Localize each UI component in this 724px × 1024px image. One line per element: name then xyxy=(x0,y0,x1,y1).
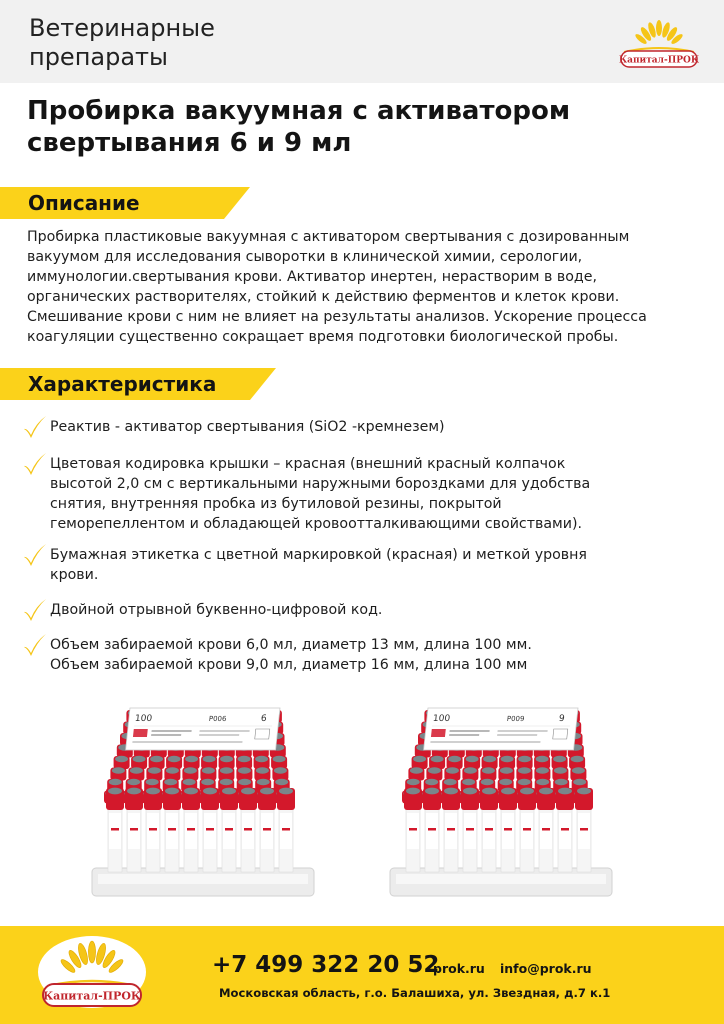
tube-cap-top xyxy=(238,779,251,785)
tube-label-mark xyxy=(580,828,588,831)
tube-cap-top xyxy=(500,767,513,773)
characteristic-line: Объем забираемой крови 6,0 мл, диаметр 13 мм, длина 100 мм. xyxy=(50,637,532,653)
tube-label xyxy=(483,813,495,849)
category-line-2: препараты xyxy=(29,43,168,71)
tube-cap-top xyxy=(501,756,514,762)
tube-cap-top xyxy=(481,779,494,785)
tube-cap-top xyxy=(431,756,444,762)
tube-cap-top xyxy=(150,756,163,762)
tube-cap-top xyxy=(448,756,461,762)
tube-label xyxy=(445,813,457,849)
logo-top-text: Капитал-ПРОК xyxy=(618,55,700,66)
tube-label xyxy=(109,813,121,849)
tube-label-mark xyxy=(244,828,252,831)
characteristic-line: Объем забираемой крови 9,0 мл, диаметр 16 мм, длина 100 мм xyxy=(50,657,528,673)
tube-label xyxy=(147,813,159,849)
package-code: P009 xyxy=(506,714,525,723)
characteristic-line: Реактив - активатор свертывания (SiO2 -кремнезем) xyxy=(50,419,445,435)
tube-cap-top xyxy=(446,767,459,773)
company-logo-bottom xyxy=(36,936,148,1016)
tube-label xyxy=(242,813,254,849)
tube-label xyxy=(261,813,273,849)
checkmark-icon xyxy=(22,542,48,568)
desc-line: органических растворителях, стойкий к действию ферментов и клеток крови. xyxy=(27,289,620,305)
product-photo-6ml xyxy=(78,688,328,902)
tube-label-mark xyxy=(168,828,176,831)
tube-cap-top xyxy=(220,756,233,762)
tube-cap-top xyxy=(279,788,293,795)
page-title xyxy=(27,95,707,159)
tube-label-mark xyxy=(542,828,550,831)
tube-cap-top xyxy=(203,756,216,762)
tube-cap-top xyxy=(166,767,179,773)
tube-label-mark xyxy=(282,828,290,831)
tube-cap-top xyxy=(257,779,270,785)
logo-bottom-text: Капитал-ПРОК xyxy=(43,989,141,1003)
tube-cap-top xyxy=(112,767,125,773)
tube-label xyxy=(464,813,476,849)
characteristic-line: снятия, внутренняя пробка из бутиловой резины, покрытой xyxy=(50,496,502,512)
characteristic-line: геморепеллентом и обладающей кровоотталкивающими свойствами). xyxy=(50,516,583,532)
desc-line: иммунологии.свертывания крови. Активатор инертен, нерастворим в воде, xyxy=(27,269,597,285)
desc-line: коагуляции существенно сокращает время подготовки биологической пробы. xyxy=(27,329,619,345)
tube-cap-top xyxy=(536,779,549,785)
tube-cap-top xyxy=(462,779,475,785)
tube-cap-top xyxy=(483,756,496,762)
description-heading: Описание xyxy=(28,191,140,215)
tube-cap-top xyxy=(539,788,553,795)
tube-cap-top xyxy=(127,788,141,795)
tube-cap-top xyxy=(108,788,122,795)
tube-label xyxy=(166,813,178,849)
tube-cap-top xyxy=(573,779,586,785)
tube-label-mark xyxy=(206,828,214,831)
tube-label xyxy=(521,813,533,849)
characteristic-line: Двойной отрывной буквенно-цифровой код. xyxy=(50,602,383,618)
desc-line: Пробирка пластиковые вакуумная с активатором свертывания с дозированным xyxy=(27,229,630,245)
tube-cap-top xyxy=(133,756,146,762)
tube-label xyxy=(280,813,292,849)
tube-label-mark xyxy=(447,828,455,831)
tube-label-mark xyxy=(561,828,569,831)
tube-label-mark xyxy=(466,828,474,831)
tube-cap-top xyxy=(555,779,568,785)
tube-label xyxy=(128,813,140,849)
tube-label-mark xyxy=(523,828,531,831)
tube-cap-top xyxy=(148,767,161,773)
tube-label-mark xyxy=(225,828,233,831)
tube-cap-top xyxy=(558,788,572,795)
desc-line: вакуумом для исследования сыворотки в клинической химии, серологии, xyxy=(27,249,583,265)
tube-label-mark xyxy=(263,828,271,831)
tube-label-mark xyxy=(504,828,512,831)
tube-cap-top xyxy=(501,788,515,795)
tube-cap-top xyxy=(518,756,531,762)
footer-phone[interactable]: +7 499 322 20 52 xyxy=(212,952,440,978)
tube-cap-top xyxy=(146,788,160,795)
tube-label-mark xyxy=(409,828,417,831)
tube-cap-top xyxy=(109,779,122,785)
company-logo-top xyxy=(616,18,702,74)
package-volume: 9 xyxy=(558,714,566,724)
tube-cap-top xyxy=(220,767,233,773)
tube-cap-top xyxy=(184,788,198,795)
title-line-1: Пробирка вакуумная с активатором xyxy=(27,96,571,126)
footer-address: Московская область, г.о. Балашиха, ул. Звездная, д.7 к.1 xyxy=(219,986,611,1000)
characteristics-heading: Характеристика xyxy=(28,372,217,396)
tube-label xyxy=(223,813,235,849)
tube-cap-top xyxy=(553,756,566,762)
tube-cap-top xyxy=(428,767,441,773)
tube-cap-top xyxy=(203,788,217,795)
tube-cap-top xyxy=(202,767,215,773)
package-count: 100 xyxy=(134,714,153,724)
title-line-2: свертывания 6 и 9 мл xyxy=(27,128,352,158)
tube-cap-top xyxy=(571,756,584,762)
tube-cap-top xyxy=(518,779,531,785)
footer-email-link[interactable]: info@prok.ru xyxy=(500,961,592,976)
checkmark-icon xyxy=(22,632,48,658)
tube-cap-top xyxy=(444,788,458,795)
characteristic-line: Цветовая кодировка крышки – красная (внешний красный колпачок xyxy=(50,456,566,472)
tube-cap-top xyxy=(168,756,181,762)
tube-cap-top xyxy=(127,779,140,785)
category-title xyxy=(29,14,215,72)
tube-label-mark xyxy=(485,828,493,831)
tube-cap-top xyxy=(184,767,197,773)
tube-cap-top xyxy=(185,756,198,762)
tube-label xyxy=(502,813,514,849)
tube-cap-top xyxy=(410,767,423,773)
tube-label xyxy=(204,813,216,849)
tube-cap-top xyxy=(241,788,255,795)
package-volume: 6 xyxy=(260,714,268,724)
checkmark-icon xyxy=(22,451,48,477)
characteristic-line: высотой 2,0 см с вертикальными наружными бороздками для удобства xyxy=(50,476,591,492)
tube-cap-top xyxy=(464,767,477,773)
tube-cap-top xyxy=(518,767,531,773)
tube-cap-top xyxy=(201,779,214,785)
package-count: 100 xyxy=(432,714,451,724)
tube-cap-top xyxy=(444,779,457,785)
tube-cap-top xyxy=(425,779,438,785)
tube-cap-top xyxy=(238,756,251,762)
tube-cap-top xyxy=(482,767,495,773)
tube-cap-top xyxy=(256,767,269,773)
tube-cap-top xyxy=(463,788,477,795)
tube-cap-top xyxy=(407,779,420,785)
tube-cap-top xyxy=(425,788,439,795)
tube-label-mark xyxy=(187,828,195,831)
tube-cap-top xyxy=(238,767,251,773)
tube-cap-top xyxy=(520,788,534,795)
tube-cap-top xyxy=(274,767,287,773)
tube-cap-top xyxy=(222,788,236,795)
tube-cap-top xyxy=(572,767,585,773)
tube-label xyxy=(540,813,552,849)
tube-cap-top xyxy=(275,779,288,785)
tube-cap-top xyxy=(220,779,233,785)
category-line-1: Ветеринарные xyxy=(29,14,215,42)
tube-cap-top xyxy=(413,756,426,762)
tube-cap-top xyxy=(577,788,591,795)
tube-cap-top xyxy=(554,767,567,773)
tube-cap-top xyxy=(130,767,143,773)
tube-cap-top xyxy=(115,756,128,762)
tube-label xyxy=(578,813,590,849)
tube-cap-top xyxy=(165,788,179,795)
tube-label xyxy=(185,813,197,849)
tube-cap-top xyxy=(406,788,420,795)
product-photo-9ml xyxy=(376,688,626,902)
tube-label xyxy=(559,813,571,849)
description-text xyxy=(27,227,707,347)
tube-cap-top xyxy=(260,788,274,795)
checkmark-icon xyxy=(22,597,48,623)
tube-label-mark xyxy=(428,828,436,831)
tube-label-mark xyxy=(130,828,138,831)
tube-label xyxy=(426,813,438,849)
tube-cap-top xyxy=(273,756,286,762)
characteristic-line: Бумажная этикетка с цветной маркировкой (красная) и меткой уровня xyxy=(50,547,587,563)
tube-cap-top xyxy=(164,779,177,785)
tube-cap-top xyxy=(499,779,512,785)
tube-label xyxy=(407,813,419,849)
footer-site-link[interactable]: prok.ru xyxy=(433,961,485,976)
tube-label-mark xyxy=(111,828,119,831)
desc-line: Смешивание крови с ним не влияет на результаты анализов. Ускорение процесса xyxy=(27,309,647,325)
tube-cap-top xyxy=(536,767,549,773)
tube-cap-top xyxy=(466,756,479,762)
tube-cap-top xyxy=(482,788,496,795)
tube-cap-top xyxy=(146,779,159,785)
package-code: P006 xyxy=(208,714,227,723)
tube-label-mark xyxy=(149,828,157,831)
tube-cap-top xyxy=(536,756,549,762)
characteristic-line: крови. xyxy=(50,567,99,583)
tube-cap-top xyxy=(255,756,268,762)
checkmark-icon xyxy=(22,414,48,440)
tube-cap-top xyxy=(183,779,196,785)
